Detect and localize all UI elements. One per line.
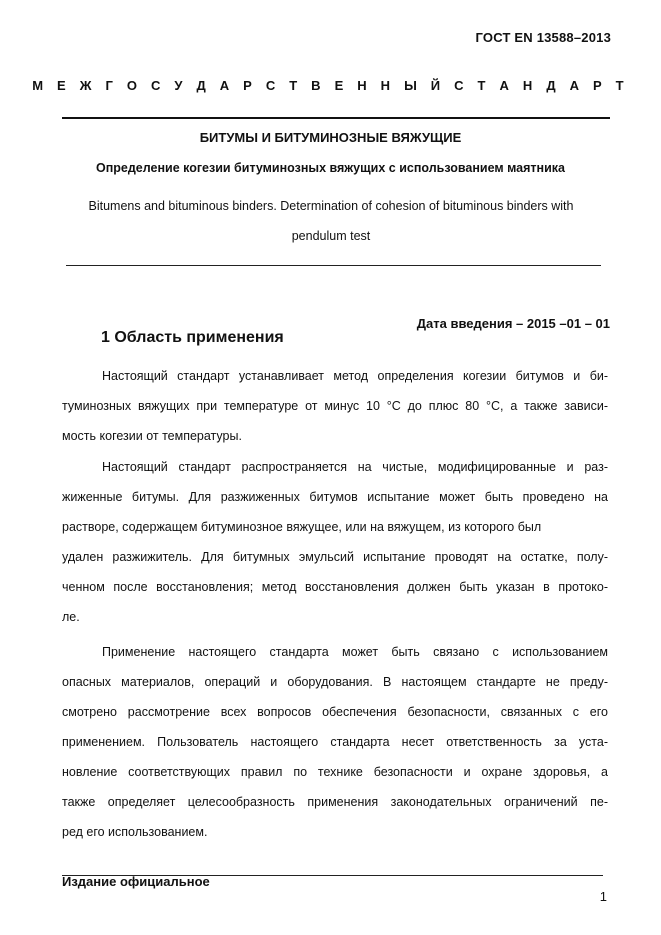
paragraph-line: ченном после восстановления; метод восстановления должен быть указан в протоко-: [62, 580, 608, 594]
document-title: БИТУМЫ И БИТУМИНОЗНЫЕ ВЯЖУЩИЕ: [199, 130, 462, 145]
paragraph-line: применением. Пользователь настоящего стандарта несет ответственность за уста-: [62, 735, 608, 749]
english-title-line-2: pendulum test: [291, 229, 371, 243]
paragraph-line: новление соответствующих правил по технике безопасности и охране здоровья, а: [62, 765, 608, 779]
paragraph-line: смотрено рассмотрение всех вопросов обеспечения безопасности, связанных с его: [62, 705, 608, 719]
standard-banner: М Е Ж Г О С У Д А Р С Т В Е Н Н Ы Й С Т А Н Д А Р Т: [32, 78, 629, 93]
title-divider: [66, 265, 601, 266]
paragraph-line: жиженные битумы. Для разжиженных битумов испытание может быть проведено на: [62, 490, 608, 504]
document-code: ГОСТ EN 13588–2013: [475, 30, 611, 45]
paragraph-safety: [62, 637, 608, 847]
page-number: 1: [599, 889, 607, 904]
edition-label: Издание официальное: [62, 874, 210, 889]
paragraph-line: туминозных вяжущих при температуре от минус 10 °С до плюс 80 °С, а также зависи-: [62, 399, 608, 413]
introduction-date: Дата введения – 2015 –01 – 01: [416, 316, 610, 331]
paragraph-line: Настоящий стандарт распространяется на чистые, модифицированные и раз-: [102, 460, 608, 474]
english-title-line-1: Bitumens and bituminous binders. Determination of cohesion of bituminous binders with: [88, 199, 574, 213]
english-title: [62, 191, 600, 251]
paragraph-line: Настоящий стандарт устанавливает метод определения когезии битумов и би-: [102, 369, 608, 383]
paragraph-line: опасных материалов, операций и оборудования. В настоящем стандарте не преду-: [62, 675, 608, 689]
document-subtitle: Определение когезии битуминозных вяжущих с использованием маятника: [95, 161, 565, 175]
paragraph-line: ред его использованием.: [62, 825, 208, 839]
paragraph-line: мость когезии от температуры.: [62, 429, 242, 443]
section-heading: 1 Область применения: [101, 329, 284, 346]
paragraph-line: Применение настоящего стандарта может быть связано с использованием: [102, 645, 608, 659]
paragraph-applicability: [62, 452, 608, 632]
paragraph-line: растворе, содержащем битуминозное вяжущее, или на вяжущем, из которого был: [62, 520, 542, 534]
paragraph-line: удален разжижитель. Для битумных эмульсий испытание проводят на остатке, полу-: [62, 550, 608, 564]
header-divider: [62, 117, 610, 119]
paragraph-scope: [62, 361, 608, 451]
paragraph-line: ле.: [62, 610, 80, 624]
paragraph-line: также определяет целесообразность применения законодательных ограничений пе-: [62, 795, 608, 809]
